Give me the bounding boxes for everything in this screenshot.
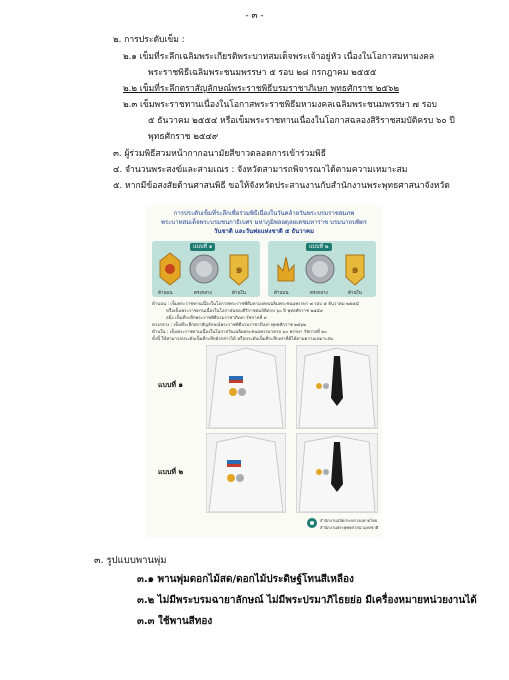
ministry-logo-icon (306, 517, 318, 529)
option1-caption-upper: ด้านบน (158, 291, 173, 296)
black-tie-uniform-icon (297, 434, 377, 512)
silver-pin-icon (190, 255, 218, 283)
option1-caption-middle: ตรงกลาง (194, 291, 212, 296)
uniform-photo-1a (206, 345, 286, 429)
item-2-3-line3: พุทธศักราช ๒๕๔๙ (148, 132, 219, 142)
option2-label: แบบที่ ๒ (306, 243, 332, 251)
option2-panel (268, 241, 376, 297)
note-2: หรือเข็มพระราชทานเนื่องในโอกาสฉลองสิริราชสมบัติครบ ๖๐ ปี พุทธศักราช ๒๕๔๙ (166, 309, 324, 314)
note-3: อนึ่ง เข็มที่ระลึกพระราชพิธีบรมราชาภิเษก รัชกาลที่ ๙ (166, 316, 267, 321)
page-number: - ๓ - (245, 11, 264, 21)
item-2-1-line1: ๒.๑ เข็มที่ระลึกเฉลิมพระเกียรติพระบาทสมเด็จพระเจ้าอยู่หัว เนื่องในโอกาสมหามงคล (123, 52, 435, 62)
tray-item-3-3: ๓.๓ ใช้พานสีทอง (137, 616, 213, 627)
option2-caption-middle: ตรงกลาง (310, 291, 328, 296)
crown-pin-icon (278, 257, 294, 281)
uniform-photo-2b (296, 433, 378, 513)
gold-medal-icon (230, 255, 248, 285)
footer-org-1: สำนักงานปลัดกระทรวงมหาดไทย (320, 518, 378, 523)
silver-pin-icon (306, 255, 334, 283)
svg-text:๑: ๑ (235, 262, 243, 276)
option1-pins-graphic (156, 251, 256, 287)
row2-label: แบบที่ ๒ (158, 468, 184, 476)
row1-label: แบบที่ ๑ (158, 381, 183, 389)
item-5: ๕. หากมีข้อสงสัยด้านศาสนพิธี ขอให้จังหวัดประสานงานกับสำนักงานพระพุทธศาสนาจังหวัด (113, 181, 450, 191)
info-title-1: การประดับเข็มที่ระลึกเพื่อร่วมพิธีเนื่องในวันคล้ายวันพระบรมราชสมภพ (173, 210, 355, 217)
item-2-3-line2: ๕ ธันวาคม ๒๕๕๔ หรือเข็มพระราชทานเนื่องในโอกาสฉลองสิริราชสมบัติครบ ๖๐ ปี (148, 116, 455, 126)
gold-medal-icon (346, 255, 364, 285)
pin-infographic (146, 205, 382, 538)
option2-pins-graphic (272, 251, 372, 287)
note-5: ด้านใน : เข็มพระราชทานเนื่องในโอกาสวันเฉลิมพระชนมพรรษาครบ ๖๐ พรรษา รัชกาลที่ ๑๐ (152, 330, 327, 335)
white-uniform-icon (207, 346, 285, 428)
tray-item-3-1: ๓.๑ พานพุ่มดอกไม้สด/ดอกไม้ประดิษฐ์โทนสีเหลือง (137, 574, 354, 585)
item-2-2: ๒.๒ เข็มที่ระลึกตราสัญลักษณ์พระราชพิธีบรมราชาภิเษก พุทธศักราช ๒๕๖๒ (123, 84, 399, 94)
info-title-2: พระบาทสมเด็จพระบรมชนกาธิเบศร มหาภูมิพลอดุลยเดชมหาราช บรมนาถบพิตร (161, 219, 367, 226)
uniform-photo-1b (296, 345, 378, 429)
note-4: ตรงกลาง : เข็มที่ระลึกตราสัญลักษณ์พระราชพิธีบรมราชาภิเษก พุทธศักราช ๒๕๖๒ (152, 323, 307, 328)
footer-org-2: สำนักงานพระพุทธศาสนาแห่งชาติ (320, 525, 379, 530)
item-3: ๓. ผู้ร่วมพิธีสวมหน้ากากอนามัยสีขาวตลอดการเข้าร่วมพิธี (113, 149, 326, 159)
gold-pin-icon (160, 253, 180, 285)
tray-heading: ๓. รูปแบบพานพุ่ม (94, 555, 167, 566)
option2-caption-upper: ด้านบน (274, 291, 289, 296)
note-6: ทั้งนี้ ให้สามารถประดับเข็มที่ระลึกดังกล่าวได้ หรือประดับเข็มที่ระลึกเท่าที่มีได้ตามความเหมาะสม (152, 337, 333, 342)
white-uniform-icon (207, 434, 285, 512)
item-4: ๔. จำนวนพระสงฆ์และสามเณร : จังหวัดสามารถพิจารณาได้ตามความเหมาะสม (113, 165, 408, 175)
option1-label: แบบที่ ๑ (190, 243, 215, 251)
option1-panel (152, 241, 260, 297)
option2-caption-lower: ด้านใน (348, 291, 362, 296)
item-2-3-line1: ๒.๓ เข็มพระราชทานเนื่องในโอกาสพระราชพิธีมหามงคลเฉลิมพระชนมพรรษา ๗ รอบ (123, 100, 437, 110)
section2-heading: ๒. การประดับเข็ม : (113, 35, 185, 45)
info-title-3: วันชาติ และวันพ่อแห่งชาติ ๕ ธันวาคม (214, 228, 314, 235)
note-1: ด้านบน : เข็มพระราชทานเนื่องในโอกาสพระราชพิธีมหามงคลเฉลิมพระชนมพรรษา ๗ รอบ ๕ ธันวาคม ๒๕๕๔ (152, 302, 359, 307)
option1-caption-lower: ด้านใน (232, 291, 246, 296)
uniform-photo-2a (206, 433, 286, 513)
item-2-1-line2: พระราชพิธีเฉลิมพระชนมพรรษา ๕ รอบ ๒๘ กรกฎาคม ๒๕๕๕ (148, 68, 377, 78)
svg-text:๑: ๑ (351, 262, 359, 276)
black-tie-uniform-icon (297, 346, 377, 428)
tray-item-3-2: ๓.๒ ไม่มีพระบรมฉายาลักษณ์ ไม่มีพระปรมาภิไธยย่อ มีเครื่องหมายหน่วยงานได้ (137, 595, 477, 606)
